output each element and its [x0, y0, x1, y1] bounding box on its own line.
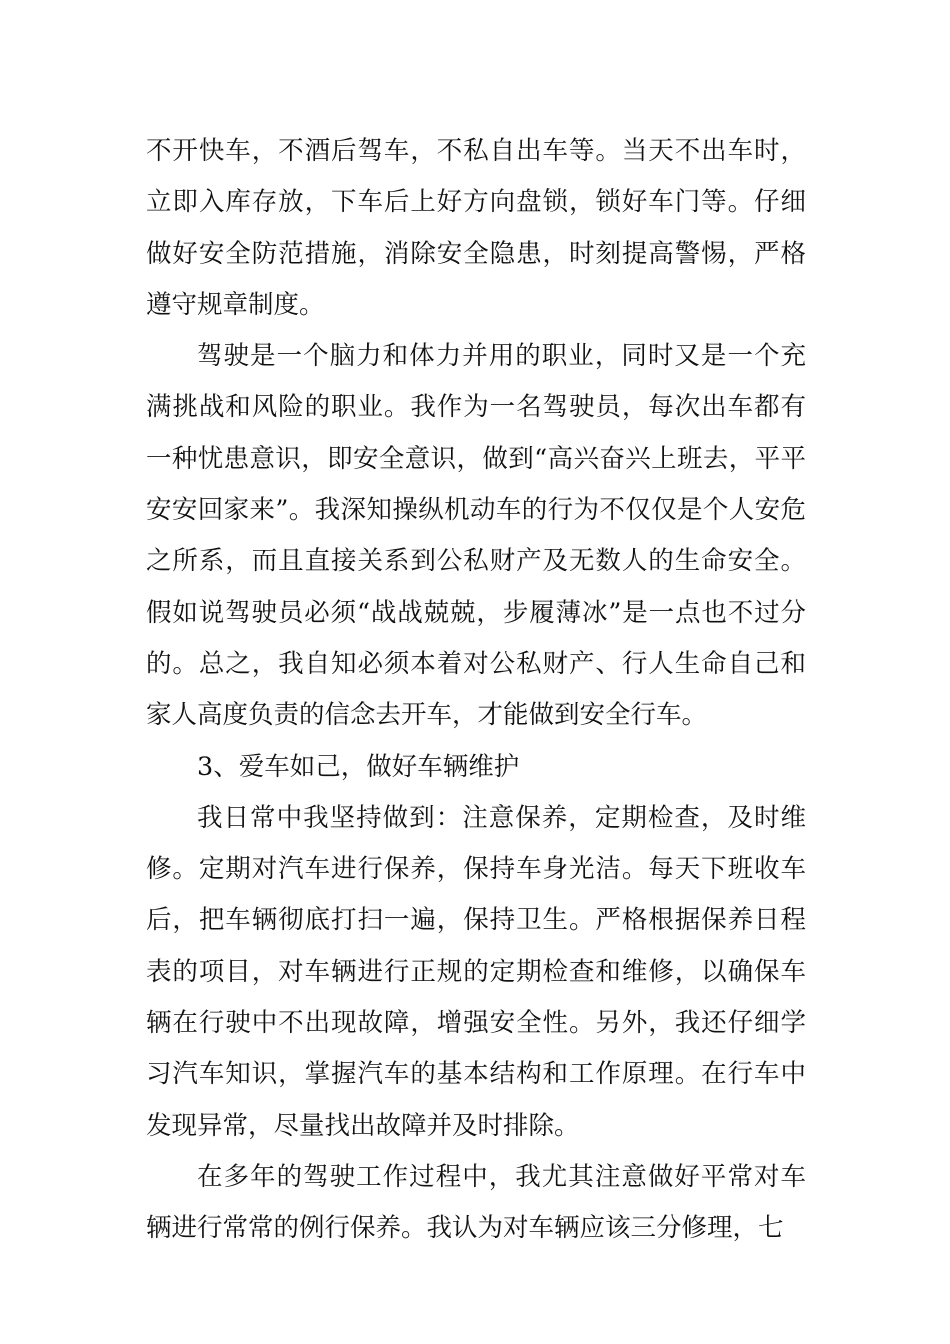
paragraph-safety-habits: 不开快车，不酒后驾车，不私自出车等。当天不出车时，立即入库存放，下车后上好方向盘锁，锁好车门等。仔细做好安全防范措施，消除安全隐患，时刻提高警惕，严格遵守规章制度。: [146, 136, 806, 320]
document-body: [146, 126, 806, 1255]
paragraph-routine-upkeep: 在多年的驾驶工作过程中，我尤其注意做好平常对车辆进行常常的例行保养。我认为对车辆应该三分修理，七: [146, 1161, 806, 1244]
paragraph-maintenance-routine: 我日常中我坚持做到：注意保养，定期检查，及时维修。定期对汽车进行保养，保持车身光洁。每天下班收车后，把车辆彻底打扫一遍，保持卫生。严格根据保养日程表的项目，对车辆进行正规的定期检查和维修，以确保车辆在行驶中不出现故障，增强安全性。另外，我还仔细学习汽车知识，掌握汽车的基本结构和工作原理。在行车中发现异常，尽量找出故障并及时排除。: [146, 802, 806, 1141]
paragraph-driving-risk: 驾驶是一个脑力和体力并用的职业，同时又是一个充满挑战和风险的职业。我作为一名驾驶员，每次出车都有一种忧患意识，即安全意识，做到“高兴奋兴上班去，平平安安回家来”。我深知操纵机动车的行为不仅仅是个人安危之所系，而且直接关系到公私财产及无数人的生命安全。假如说驾驶员必须“战战兢兢，步履薄冰”是一点也不过分的。总之，我自知必须本着对公私财产、行人生命自己和家人高度负责的信念去开车，才能做到安全行车。: [146, 341, 806, 731]
section-heading-vehicle-maintenance: 3、爱车如己，做好车辆维护: [197, 751, 520, 782]
